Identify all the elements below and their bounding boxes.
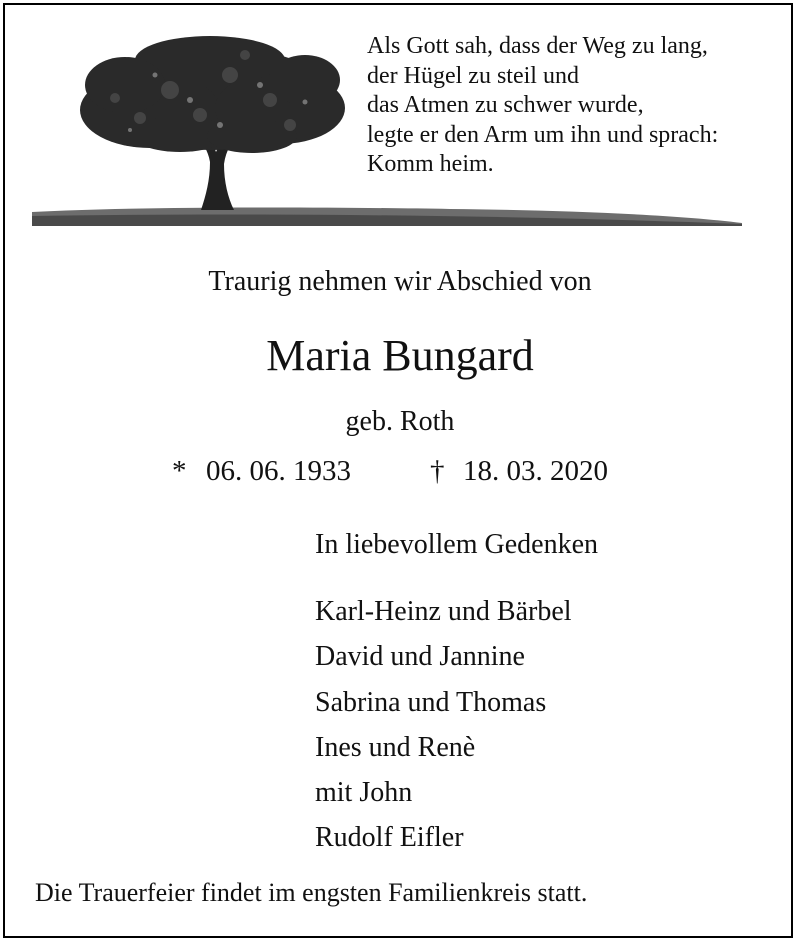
- memory-line: In liebevollem Gedenken: [315, 529, 599, 560]
- poem-line: legte er den Arm um ihn und sprach:: [367, 121, 719, 148]
- mourners-list: [315, 589, 572, 861]
- poem: [367, 32, 787, 180]
- poem-line: Als Gott sah, dass der Weg zu lang,: [367, 33, 708, 59]
- poem-line: Komm heim.: [367, 151, 494, 177]
- poem-line: das Atmen zu schwer wurde,: [367, 92, 644, 118]
- poem-line: der Hügel zu steil und: [367, 62, 579, 89]
- deceased-name: Maria Bungard: [266, 331, 534, 380]
- list-item: Sabrina und Thomas: [315, 686, 547, 718]
- birth-symbol: *: [172, 455, 187, 487]
- maiden-name: geb. Roth: [345, 406, 455, 437]
- list-item: mit John: [315, 777, 413, 809]
- list-item: David und Jannine: [315, 641, 525, 673]
- funeral-note: Die Trauerfeier findet im engsten Familienkreis statt.: [35, 878, 588, 907]
- death-date: 18. 03. 2020: [463, 455, 608, 487]
- birth-date: 06. 06. 1933: [206, 455, 351, 487]
- list-item: Ines und Renè: [315, 731, 476, 763]
- list-item: Karl-Heinz und Bärbel: [315, 596, 572, 627]
- list-item: Rudolf Eifler: [315, 822, 464, 854]
- intro-text: Traurig nehmen wir Abschied von: [208, 266, 592, 297]
- tree-canopy: [80, 36, 345, 153]
- death-symbol: †: [430, 455, 445, 487]
